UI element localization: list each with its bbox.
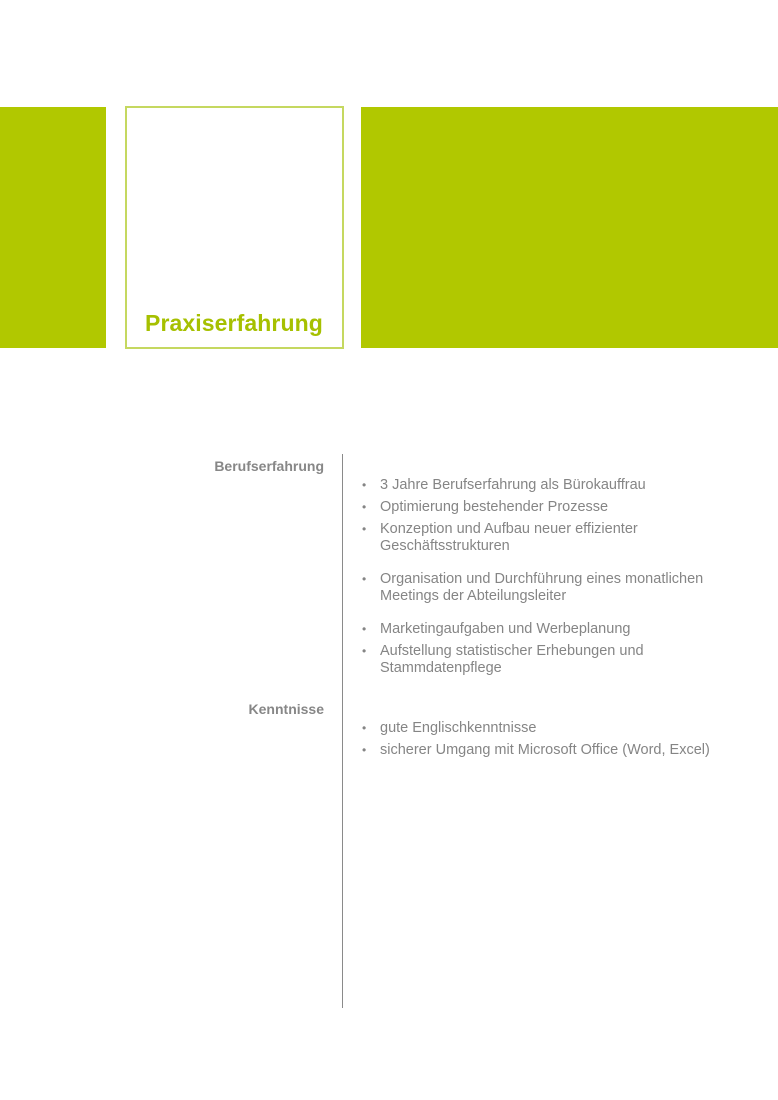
bullet-icon: • [362,572,367,586]
list-item: • Marketingaufgaben und Werbeplanung [362,621,631,637]
title-box [125,106,344,349]
bullet-icon: • [362,721,367,735]
bullet-icon: • [362,500,367,514]
list-item: • gute Englischkenntnisse [362,720,537,736]
section-label-berufserfahrung: Berufserfahrung [214,458,324,474]
bullet-icon: • [362,743,367,757]
bullet-icon: • [362,622,367,636]
bullet-icon: • [362,522,367,536]
section-label-kenntnisse: Kenntnisse [248,701,324,717]
page-title: Praxiserfahrung [145,310,323,336]
list-item: • Organisation und Durchführung eines monatlichen Meetings der Abteilungsleiter [362,571,704,604]
green-band-right [361,107,778,348]
bullet-icon: • [362,478,367,492]
bullet-icon: • [362,644,367,658]
list-item: • Konzeption und Aufbau neuer effizienter Geschäftsstrukturen [362,521,638,554]
list-berufserfahrung [359,477,739,682]
list-kenntnisse [359,720,739,764]
list-item: • sicherer Umgang mit Microsoft Office (Word, Excel) [362,742,710,758]
green-band-left [0,107,106,348]
list-item: • Optimierung bestehender Prozesse [362,499,609,515]
vertical-divider [342,454,343,1008]
list-item: • Aufstellung statistischer Erhebungen und Stammdatenpflege [362,643,644,676]
list-item: • 3 Jahre Berufserfahrung als Bürokauffrau [362,477,646,493]
